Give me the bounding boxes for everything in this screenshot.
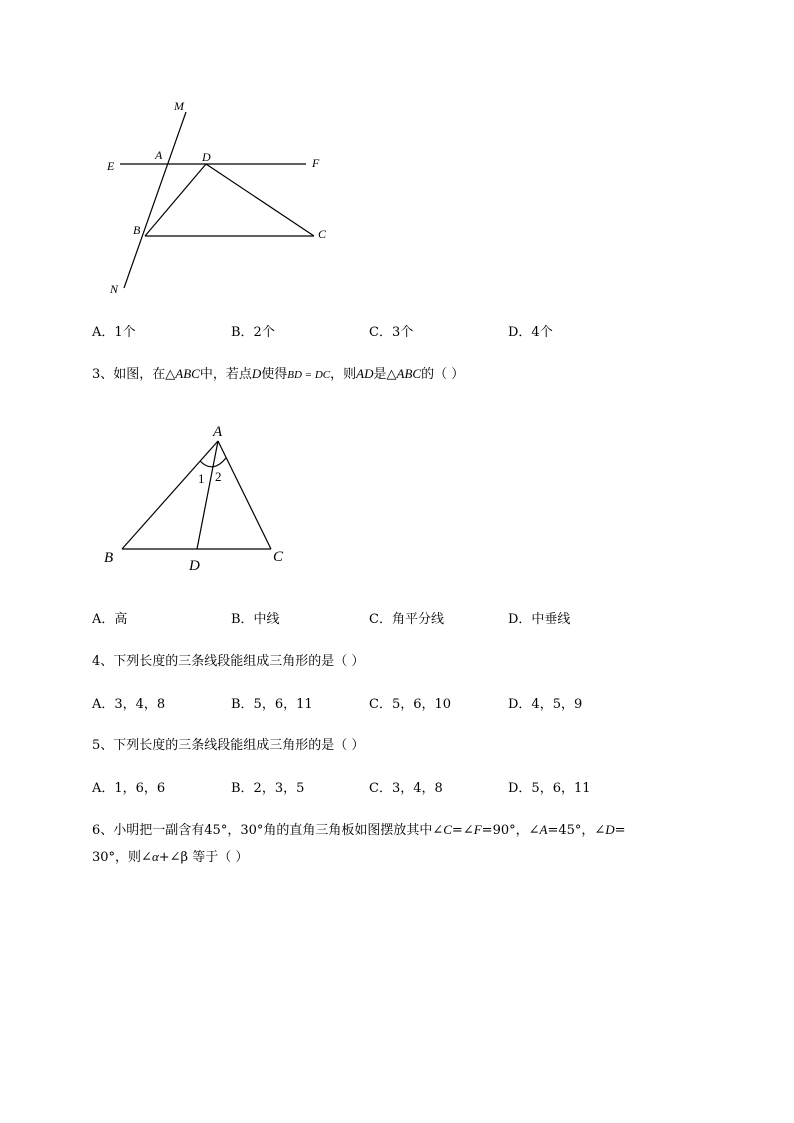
label-d: D	[189, 558, 200, 574]
question-5: 5、下列长度的三条线段能组成三角形的是（ ）	[92, 738, 365, 753]
q6-line-2-a: 30°，则∠	[92, 850, 152, 865]
q6-line-2-b: +∠β 等于（ ）	[158, 850, 249, 865]
q2-option-d: D．4个	[508, 325, 553, 340]
q5-option-c: C．3，4，8	[369, 781, 443, 796]
q3-mid-4: 是	[373, 367, 387, 382]
q6-part-3: =45°，∠	[547, 823, 606, 838]
q6-part-4: =	[614, 823, 626, 838]
q3-prefix: 3、如图，在	[92, 367, 166, 382]
label-angle-1: 1	[198, 471, 205, 486]
question-6-line-2	[92, 849, 248, 866]
figure-triangle-abc	[0, 410, 794, 580]
q2-option-c: C．3个	[369, 325, 414, 340]
q3-option-c: C．角平分线	[369, 612, 444, 627]
q5-option-b: B．2，3，5	[231, 781, 305, 796]
q2-option-a: A．1个	[92, 325, 136, 340]
label-f: F	[312, 156, 320, 170]
segment-dc	[206, 164, 314, 236]
q6-alpha: α	[151, 849, 159, 864]
line-mn	[124, 112, 186, 288]
q6-angle-a: A	[539, 822, 548, 837]
q5-option-a: A．1，6，6	[92, 781, 166, 796]
q6-part-1: 6、小明把一副含有45°，30°角的直角三角板如图摆放其中∠	[92, 823, 444, 838]
q3-option-b: B．中线	[231, 612, 280, 627]
segment-ab	[122, 441, 218, 549]
q3-segment: AD	[356, 366, 374, 381]
figure-transversal-triangle	[0, 0, 794, 310]
label-c: C	[273, 549, 284, 565]
q3-suffix: 的（ ）	[421, 367, 465, 382]
q6-eq-1: =∠	[451, 823, 474, 838]
q3-mid-1: 中，若点	[199, 367, 252, 382]
label-angle-2: 2	[215, 469, 222, 484]
segment-bd	[145, 164, 206, 236]
label-d: D	[202, 150, 211, 164]
q4-option-c: C．5，6，10	[369, 697, 452, 712]
q2-option-b: B．2个	[231, 325, 275, 340]
q3-option-d: D．中垂线	[508, 612, 571, 627]
label-a: A	[155, 148, 163, 162]
segment-ac	[218, 441, 271, 549]
q3-triangle-2: △ABC	[386, 366, 422, 381]
q3-condition: BD = DC	[287, 369, 331, 381]
q6-angle-c: C	[443, 822, 452, 837]
q5-option-d: D．5，6，11	[508, 781, 591, 796]
q3-mid-2: 使得	[261, 367, 288, 382]
label-n: N	[110, 282, 119, 296]
question-3	[92, 366, 464, 383]
q6-angle-d: D	[605, 822, 615, 837]
q6-angle-f: F	[473, 822, 482, 837]
question-4: 4、下列长度的三条线段能组成三角形的是（ ）	[92, 654, 365, 669]
label-a: A	[213, 424, 223, 440]
q4-option-d: D．4，5，9	[508, 697, 583, 712]
q3-option-a: A．高	[92, 612, 128, 627]
segment-ad	[197, 441, 218, 549]
q6-part-2: =90°，∠	[481, 823, 540, 838]
label-m: M	[174, 99, 184, 113]
q4-option-b: B．5，6，11	[231, 697, 313, 712]
q3-mid-3: ，则	[330, 367, 357, 382]
question-6-line-1	[92, 822, 626, 839]
q3-point-d: D	[251, 366, 262, 381]
label-c: C	[318, 227, 327, 241]
label-b: B	[104, 550, 114, 566]
q4-option-a: A．3，4，8	[92, 697, 166, 712]
label-b: B	[133, 223, 141, 237]
q3-triangle-1: △ABC	[165, 366, 200, 381]
label-e: E	[107, 159, 115, 173]
